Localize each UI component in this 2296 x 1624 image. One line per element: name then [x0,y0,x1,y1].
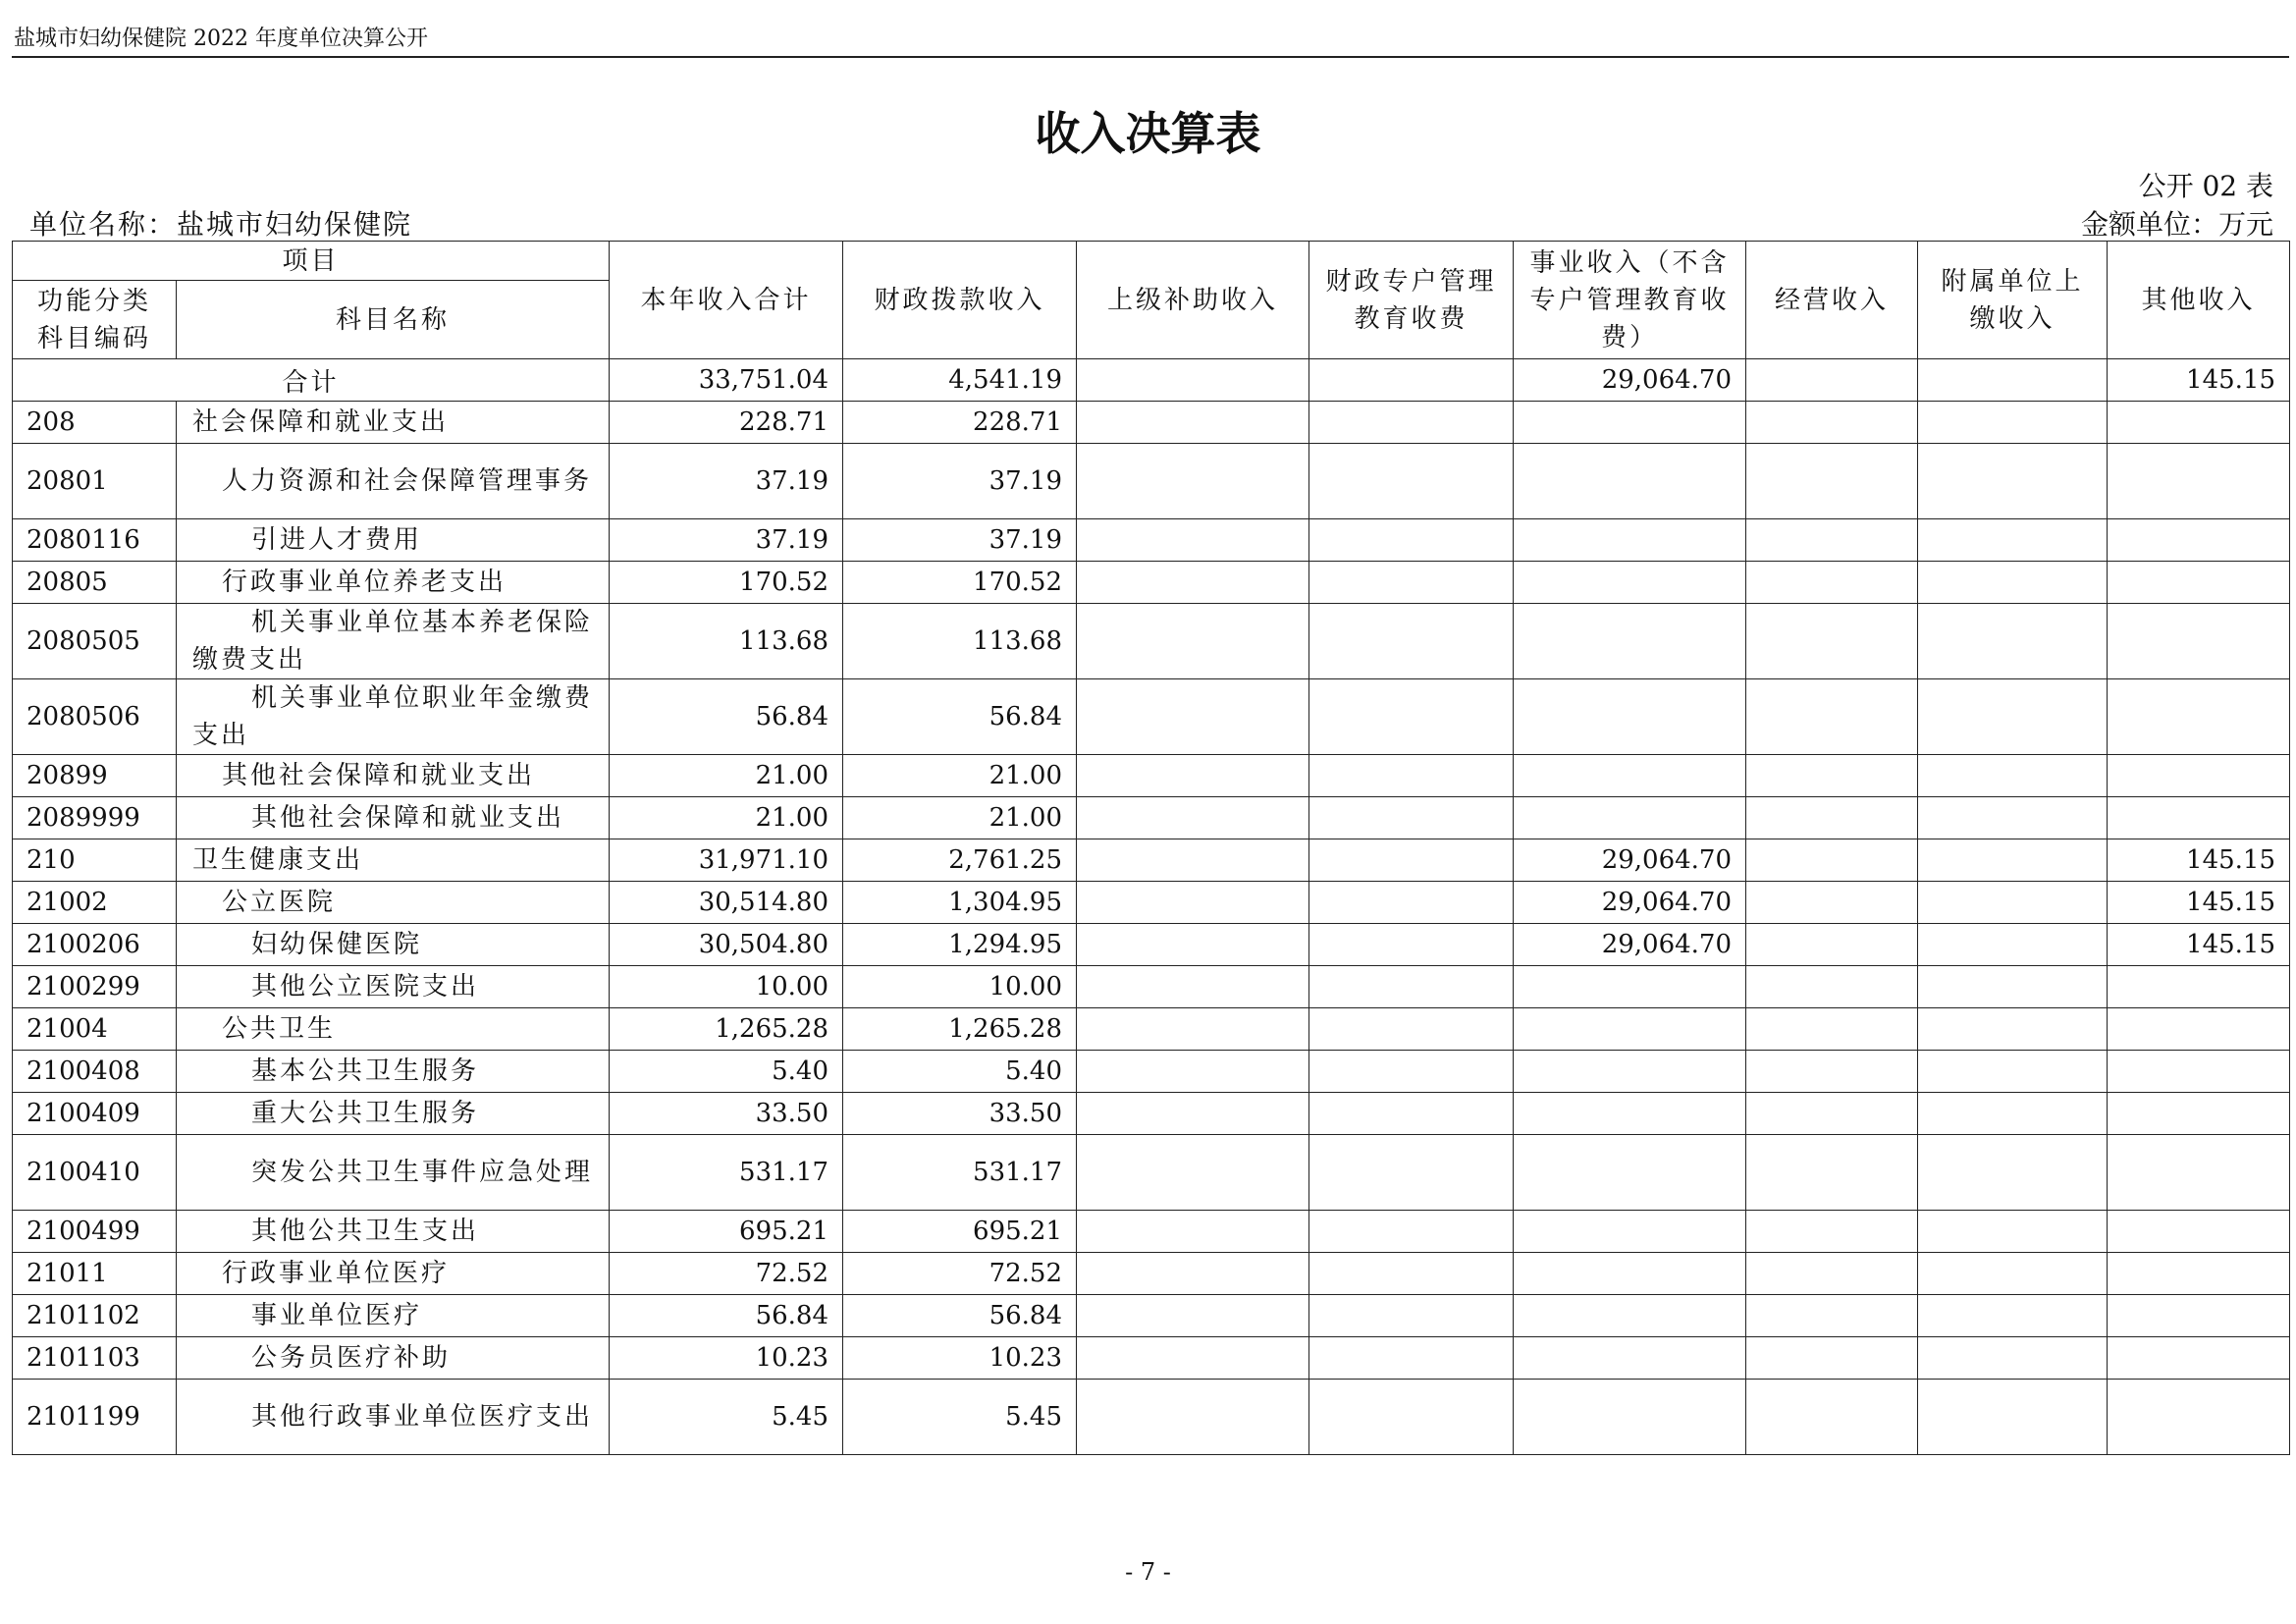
row-fiscal: 37.19 [843,519,1077,562]
row-affiliated [1918,1253,2108,1295]
row-fiscal: 21.00 [843,797,1077,839]
row-superior [1077,1211,1309,1253]
row-operating [1746,755,1918,797]
row-other [2108,1135,2290,1211]
row-code: 2100409 [13,1093,177,1135]
row-other [2108,679,2290,755]
row-operating [1746,797,1918,839]
row-fiscal: 2,761.25 [843,839,1077,882]
row-edu-fee [1309,924,1514,966]
row-fiscal: 56.84 [843,679,1077,755]
table-row [13,1135,2290,1211]
form-number: 公开 02 表 [2138,170,2273,202]
page-title: 收入决算表 [1035,107,1261,160]
table-row [13,882,2290,924]
row-business: 29,064.70 [1514,839,1746,882]
row-business: 29,064.70 [1514,882,1746,924]
row-operating [1746,1135,1918,1211]
row-total: 695.21 [610,1211,843,1253]
row-superior [1077,882,1309,924]
row-business [1514,755,1746,797]
row-name: 引进人才费用 [177,519,610,562]
row-other: 145.15 [2108,839,2290,882]
row-operating [1746,1295,1918,1337]
header-operating: 经营收入 [1746,242,1918,359]
row-fiscal: 5.40 [843,1051,1077,1093]
row-code: 2080116 [13,519,177,562]
table-row [13,924,2290,966]
row-total: 37.19 [610,444,843,519]
header-affiliated: 附属单位上缴收入 [1918,242,2108,359]
row-code: 2080505 [13,604,177,679]
row-total: 21.00 [610,797,843,839]
row-name: 事业单位医疗 [177,1295,610,1337]
table-row [13,562,2290,604]
header-name: 科目名称 [177,281,610,359]
row-operating [1746,924,1918,966]
table-row [13,519,2290,562]
row-operating [1746,1008,1918,1051]
row-superior [1077,679,1309,755]
row-edu-fee [1309,966,1514,1008]
row-superior [1077,402,1309,444]
row-affiliated [1918,755,2108,797]
row-code: 2100499 [13,1211,177,1253]
header-code: 功能分类科目编码 [13,281,177,359]
row-operating [1746,604,1918,679]
row-fiscal: 56.84 [843,1295,1077,1337]
row-affiliated [1918,1135,2108,1211]
row-superior [1077,1337,1309,1380]
row-total: 30,514.80 [610,882,843,924]
total-row [13,359,2290,402]
row-superior [1077,966,1309,1008]
header-project: 项目 [13,242,610,281]
header-edu-fee: 财政专户管理教育收费 [1309,242,1514,359]
row-superior [1077,604,1309,679]
row-affiliated [1918,604,2108,679]
row-code: 208 [13,402,177,444]
row-total: 5.40 [610,1051,843,1093]
row-fiscal: 170.52 [843,562,1077,604]
table-row [13,1211,2290,1253]
row-other [2108,1008,2290,1051]
row-superior [1077,1135,1309,1211]
row-code: 21002 [13,882,177,924]
row-business [1514,1093,1746,1135]
row-operating [1746,1051,1918,1093]
row-superior [1077,1093,1309,1135]
row-operating [1746,1211,1918,1253]
total-label: 合计 [13,359,610,402]
row-edu-fee [1309,604,1514,679]
row-operating [1746,519,1918,562]
row-code: 21011 [13,1253,177,1295]
total-fiscal: 4,541.19 [843,359,1077,402]
row-affiliated [1918,1093,2108,1135]
row-other: 145.15 [2108,924,2290,966]
row-operating [1746,1380,1918,1455]
table-row [13,755,2290,797]
page-number: - 7 - [1125,1558,1171,1586]
row-affiliated [1918,1008,2108,1051]
row-operating [1746,966,1918,1008]
row-code: 210 [13,839,177,882]
row-total: 56.84 [610,679,843,755]
row-edu-fee [1309,1051,1514,1093]
row-operating [1746,679,1918,755]
row-fiscal: 1,265.28 [843,1008,1077,1051]
row-code: 2089999 [13,797,177,839]
row-total: 10.23 [610,1337,843,1380]
table-row [13,679,2290,755]
header-business: 事业收入（不含专户管理教育收费） [1514,242,1746,359]
row-code: 2100206 [13,924,177,966]
row-name: 基本公共卫生服务 [177,1051,610,1093]
row-affiliated [1918,402,2108,444]
row-other [2108,966,2290,1008]
row-business [1514,604,1746,679]
row-name: 其他社会保障和就业支出 [177,755,610,797]
table-row [13,402,2290,444]
table-row [13,966,2290,1008]
table-row [13,604,2290,679]
table-row [13,444,2290,519]
row-superior [1077,519,1309,562]
header-fiscal: 财政拨款收入 [843,242,1077,359]
row-fiscal: 1,304.95 [843,882,1077,924]
header-other: 其他收入 [2108,242,2290,359]
table-row [13,1093,2290,1135]
row-total: 56.84 [610,1295,843,1337]
row-affiliated [1918,1211,2108,1253]
row-edu-fee [1309,1135,1514,1211]
row-affiliated [1918,1051,2108,1093]
row-operating [1746,1337,1918,1380]
row-name: 公务员医疗补助 [177,1337,610,1380]
row-operating [1746,882,1918,924]
row-fiscal: 72.52 [843,1253,1077,1295]
row-business [1514,444,1746,519]
row-fiscal: 531.17 [843,1135,1077,1211]
row-business [1514,1337,1746,1380]
row-other: 145.15 [2108,882,2290,924]
row-superior [1077,797,1309,839]
amount-unit: 金额单位：万元 [2080,208,2273,241]
row-fiscal: 37.19 [843,444,1077,519]
row-name: 公共卫生 [177,1008,610,1051]
row-edu-fee [1309,444,1514,519]
row-fiscal: 1,294.95 [843,924,1077,966]
row-total: 531.17 [610,1135,843,1211]
row-total: 33.50 [610,1093,843,1135]
row-affiliated [1918,966,2108,1008]
row-other [2108,519,2290,562]
row-edu-fee [1309,1380,1514,1455]
table-row [13,1380,2290,1455]
row-other [2108,1380,2290,1455]
total-amount: 33,751.04 [610,359,843,402]
row-edu-fee [1309,679,1514,755]
row-total: 170.52 [610,562,843,604]
total-business: 29,064.70 [1514,359,1746,402]
row-code: 2101103 [13,1337,177,1380]
row-fiscal: 10.23 [843,1337,1077,1380]
row-affiliated [1918,1380,2108,1455]
row-name: 机关事业单位职业年金缴费支出 [177,679,610,755]
row-business [1514,402,1746,444]
row-edu-fee [1309,519,1514,562]
row-edu-fee [1309,1253,1514,1295]
row-edu-fee [1309,839,1514,882]
row-total: 31,971.10 [610,839,843,882]
row-affiliated [1918,679,2108,755]
row-business [1514,519,1746,562]
row-code: 2100299 [13,966,177,1008]
row-affiliated [1918,882,2108,924]
row-business [1514,1051,1746,1093]
row-name: 行政事业单位医疗 [177,1253,610,1295]
row-operating [1746,1253,1918,1295]
row-business [1514,797,1746,839]
row-affiliated [1918,562,2108,604]
row-affiliated [1918,797,2108,839]
row-code: 2100410 [13,1135,177,1211]
row-code: 20801 [13,444,177,519]
row-affiliated [1918,1337,2108,1380]
row-fiscal: 695.21 [843,1211,1077,1253]
row-affiliated [1918,519,2108,562]
row-operating [1746,839,1918,882]
row-fiscal: 33.50 [843,1093,1077,1135]
total-affiliated [1918,359,2108,402]
table-row [13,1253,2290,1295]
row-edu-fee [1309,562,1514,604]
table-row [13,839,2290,882]
total-other: 145.15 [2108,359,2290,402]
row-total: 21.00 [610,755,843,797]
row-business [1514,679,1746,755]
row-affiliated [1918,924,2108,966]
row-name: 社会保障和就业支出 [177,402,610,444]
row-business: 29,064.70 [1514,924,1746,966]
row-affiliated [1918,1295,2108,1337]
row-edu-fee [1309,1008,1514,1051]
row-name: 其他公立医院支出 [177,966,610,1008]
row-fiscal: 113.68 [843,604,1077,679]
running-header: 盐城市妇幼保健院 2022 年度单位决算公开 [14,27,428,51]
row-business [1514,1008,1746,1051]
row-other [2108,444,2290,519]
row-superior [1077,562,1309,604]
row-name: 其他行政事业单位医疗支出 [177,1380,610,1455]
row-total: 5.45 [610,1380,843,1455]
row-edu-fee [1309,1337,1514,1380]
row-other [2108,1295,2290,1337]
row-operating [1746,1093,1918,1135]
row-total: 228.71 [610,402,843,444]
row-superior [1077,1380,1309,1455]
row-edu-fee [1309,797,1514,839]
row-fiscal: 228.71 [843,402,1077,444]
row-total: 10.00 [610,966,843,1008]
row-other [2108,562,2290,604]
row-name: 突发公共卫生事件应急处理 [177,1135,610,1211]
header-rule [12,56,2289,58]
table-row [13,1295,2290,1337]
header-superior: 上级补助收入 [1077,242,1309,359]
row-superior [1077,755,1309,797]
header-total: 本年收入合计 [610,242,843,359]
row-name: 机关事业单位基本养老保险缴费支出 [177,604,610,679]
row-edu-fee [1309,1295,1514,1337]
income-table [12,241,2290,1455]
row-other [2108,755,2290,797]
unit-name: 单位名称：盐城市妇幼保健院 [29,208,413,241]
row-business [1514,1380,1746,1455]
table-row [13,797,2290,839]
row-fiscal: 21.00 [843,755,1077,797]
row-code: 2101199 [13,1380,177,1455]
row-superior [1077,1008,1309,1051]
row-superior [1077,1253,1309,1295]
row-code: 20805 [13,562,177,604]
row-name: 其他社会保障和就业支出 [177,797,610,839]
row-other [2108,1337,2290,1380]
row-business [1514,1295,1746,1337]
row-other [2108,1211,2290,1253]
row-name: 人力资源和社会保障管理事务 [177,444,610,519]
row-total: 30,504.80 [610,924,843,966]
row-operating [1746,444,1918,519]
row-business [1514,966,1746,1008]
row-edu-fee [1309,755,1514,797]
row-other [2108,797,2290,839]
row-other [2108,1051,2290,1093]
row-fiscal: 5.45 [843,1380,1077,1455]
row-name: 其他公共卫生支出 [177,1211,610,1253]
row-affiliated [1918,444,2108,519]
row-other [2108,604,2290,679]
row-superior [1077,924,1309,966]
row-total: 113.68 [610,604,843,679]
total-operating [1746,359,1918,402]
row-total: 37.19 [610,519,843,562]
row-total: 1,265.28 [610,1008,843,1051]
row-other [2108,402,2290,444]
row-superior [1077,1295,1309,1337]
row-business [1514,1253,1746,1295]
row-edu-fee [1309,1093,1514,1135]
row-affiliated [1918,839,2108,882]
row-name: 行政事业单位养老支出 [177,562,610,604]
row-business [1514,1211,1746,1253]
row-business [1514,562,1746,604]
row-superior [1077,444,1309,519]
row-code: 20899 [13,755,177,797]
table-row [13,1008,2290,1051]
row-code: 2101102 [13,1295,177,1337]
row-superior [1077,839,1309,882]
row-edu-fee [1309,402,1514,444]
total-superior [1077,359,1309,402]
row-code: 2080506 [13,679,177,755]
row-fiscal: 10.00 [843,966,1077,1008]
row-total: 72.52 [610,1253,843,1295]
row-name: 卫生健康支出 [177,839,610,882]
row-code: 2100408 [13,1051,177,1093]
table-row [13,1051,2290,1093]
row-other [2108,1253,2290,1295]
row-operating [1746,562,1918,604]
row-other [2108,1093,2290,1135]
row-name: 重大公共卫生服务 [177,1093,610,1135]
row-operating [1746,402,1918,444]
total-edu-fee [1309,359,1514,402]
row-name: 妇幼保健医院 [177,924,610,966]
row-edu-fee [1309,882,1514,924]
row-name: 公立医院 [177,882,610,924]
row-edu-fee [1309,1211,1514,1253]
row-code: 21004 [13,1008,177,1051]
row-business [1514,1135,1746,1211]
row-superior [1077,1051,1309,1093]
table-row [13,1337,2290,1380]
